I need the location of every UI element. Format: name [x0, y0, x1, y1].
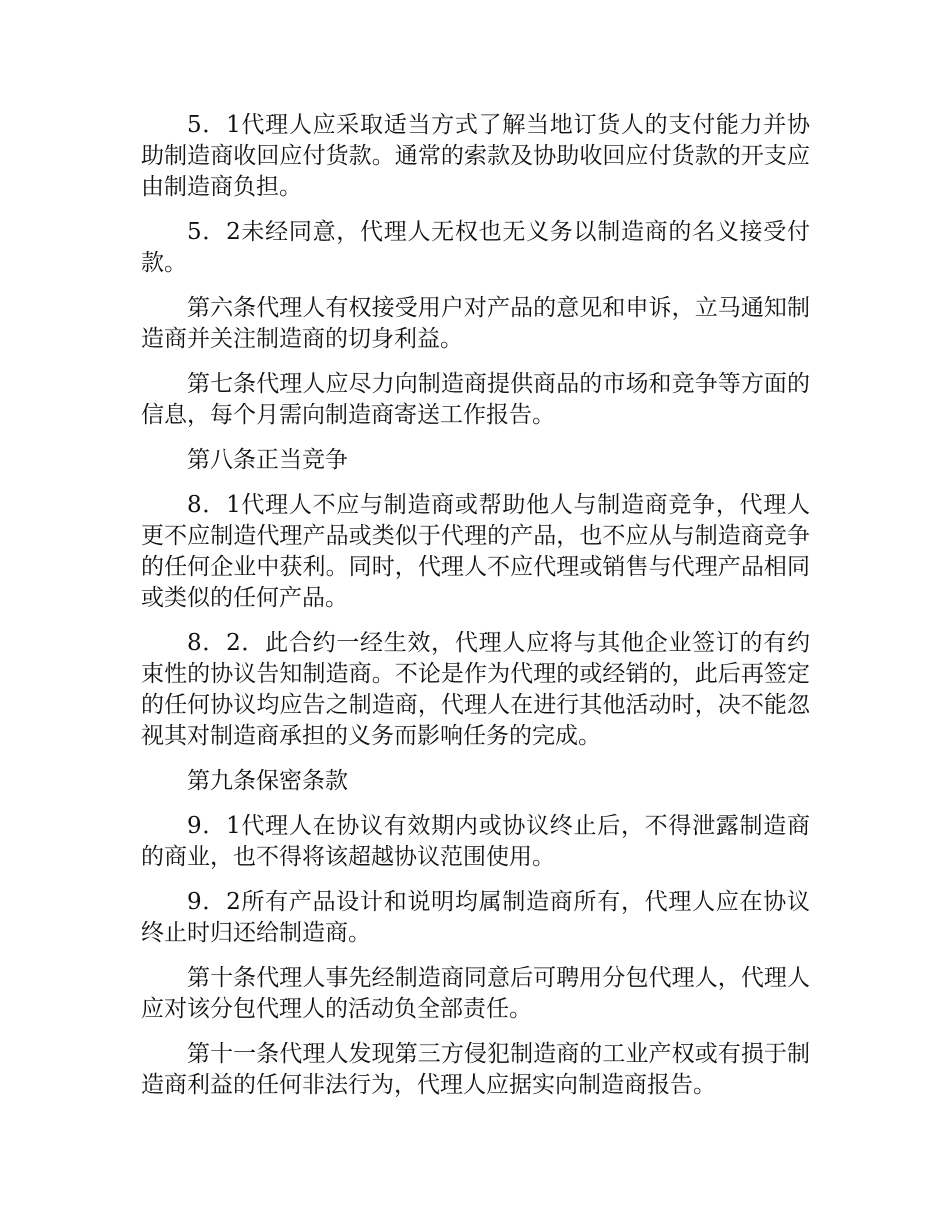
clause-8-2: 8．2．此合约一经生效，代理人应将与其他企业签订的有约束性的协议告知制造商。不论是作为代理的或经销的，此后再签定的任何协议均应告之制造商，代理人在进行其他活动时，决不能忽视其对制造商承担的义务而影响任务的完成。 — [141, 630, 810, 749]
clause-9-2: 9．2所有产品设计和说明均属制造商所有，代理人应在协议终止时归还给制造商。 — [141, 889, 810, 946]
clause-5-2: 5．2未经同意，代理人无权也无义务以制造商的名义接受付款。 — [141, 219, 810, 276]
article-10: 第十条代理人事先经制造商同意后可聘用分包代理人，代理人应对该分包代理人的活动负全部责任。 — [141, 965, 810, 1022]
clause-9-1: 9．1代理人在协议有效期内或协议终止后，不得泄露制造商的商业，也不得将该超越协议范围使用。 — [141, 813, 810, 870]
article-6: 第六条代理人有权接受用户对产品的意见和申诉，立马通知制造商并关注制造商的切身利益。 — [141, 295, 810, 352]
article-11: 第十一条代理人发现第三方侵犯制造商的工业产权或有损于制造商利益的任何非法行为，代理人应据实向制造商报告。 — [141, 1041, 810, 1098]
clause-5-1: 5．1代理人应采取适当方式了解当地订货人的支付能力并协助制造商收回应付货款。通常的索款及协助收回应付货款的开支应由制造商负担。 — [141, 112, 810, 200]
article-9-heading: 第九条保密条款 — [187, 768, 348, 794]
clause-8-1: 8．1代理人不应与制造商或帮助他人与制造商竞争，代理人更不应制造代理产品或类似于代理的产品，也不应从与制造商竞争的任何企业中获利。同时，代理人不应代理或销售与代理产品相同或类似的任何产品。 — [141, 492, 810, 611]
article-8-heading: 第八条正当竞争 — [187, 447, 348, 473]
article-7: 第七条代理人应尽力向制造商提供商品的市场和竞争等方面的信息，每个月需向制造商寄送工作报告。 — [141, 371, 810, 428]
